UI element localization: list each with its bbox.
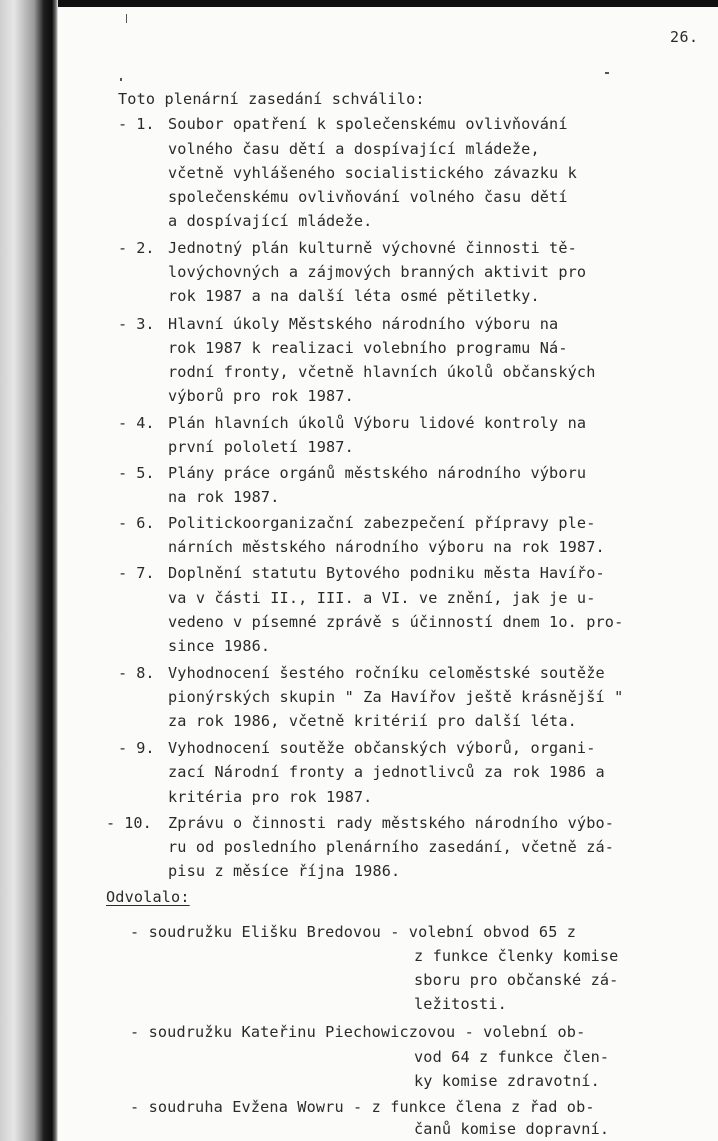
- recall-line: z funkce členky komise: [414, 947, 619, 965]
- item-number: - 10.: [106, 814, 152, 832]
- recall-line: - soudružku Kateřinu Piechowiczovou - volební ob-: [130, 1023, 586, 1041]
- item-text-line: Jednotný plán kulturně výchovné činnosti tě-: [168, 239, 577, 257]
- item-number: - 8.: [118, 664, 155, 682]
- item-text-line: Soubor opatření k společenskému ovlivňování: [168, 115, 568, 133]
- item-text-line: va v části II., III. a VI. ve znění, jak je u-: [168, 589, 596, 607]
- item-text-line: pisu z měsíce října 1986.: [168, 862, 401, 880]
- item-text-line: za rok 1986, včetně kritérií pro další léta.: [168, 712, 577, 730]
- item-number: - 2.: [118, 239, 155, 257]
- item-text-line: a dospívající mládeže.: [168, 212, 373, 230]
- scan-speck: [126, 14, 127, 23]
- recall-line: ležitosti.: [414, 995, 507, 1013]
- item-text-line: lovýchovných a zájmových branných aktivit pro: [168, 263, 587, 281]
- item-text-line: kritéria pro rok 1987.: [168, 788, 373, 806]
- recall-line: ky komise zdravotní.: [414, 1072, 600, 1090]
- item-text-line: společenskému ovlivňování volného času dětí: [168, 188, 568, 206]
- item-text-line: Plány práce orgánů městského národního výboru: [168, 464, 587, 482]
- item-text-line: Hlavní úkoly Městského národního výboru na: [168, 315, 559, 333]
- item-text-line: vedeno v písemné zprávě s účinností dnem 1o. pro-: [168, 613, 624, 631]
- item-text-line: ru od posledního plenárního zasedání, včetně zá-: [168, 838, 615, 856]
- scan-speck: [120, 78, 122, 81]
- scan-speck: [605, 72, 609, 74]
- item-text-line: rodní fronty, včetně hlavních úkolů občanských: [168, 363, 596, 381]
- item-text-line: Politickoorganizační zabezpečení přípravy ple-: [168, 514, 596, 532]
- recall-line: - soudruha Evžena Wowru - z funkce člena z řad ob-: [130, 1098, 595, 1116]
- item-text-line: since 1986.: [168, 637, 271, 655]
- section-heading: Odvolalo:: [106, 888, 190, 906]
- item-number: - 6.: [118, 514, 155, 532]
- item-text-line: první pololetí 1987.: [168, 438, 354, 456]
- recall-line: vod 64 z funkce člen-: [414, 1048, 610, 1066]
- item-text-line: výborů pro rok 1987.: [168, 387, 354, 405]
- item-text-line: volného času dětí a dospívající mládeže,: [168, 140, 540, 158]
- item-number: - 1.: [118, 115, 155, 133]
- item-text-line: rok 1987 a na další léta osmé pětiletky.: [168, 287, 540, 305]
- page-number: 26.: [670, 28, 699, 46]
- item-number: - 7.: [118, 564, 155, 582]
- item-text-line: včetně vyhlášeného socialistického závazku k: [168, 164, 577, 182]
- item-number: - 9.: [118, 739, 155, 757]
- item-text-line: Plán hlavních úkolů Výboru lidové kontroly na: [168, 414, 587, 432]
- item-text-line: rok 1987 k realizaci volebního programu Ná-: [168, 339, 568, 357]
- item-number: - 3.: [118, 315, 155, 333]
- recall-line: sboru pro občanské zá-: [414, 971, 619, 989]
- item-text-line: zací Národní fronty a jednotlivců za rok 1986 a: [168, 763, 605, 781]
- item-text-line: na rok 1987.: [168, 488, 280, 506]
- recall-line: - soudružku Elišku Bredovou - volební obvod 65 z: [130, 923, 577, 941]
- intro-line: Toto plenární zasedání schválilo:: [118, 90, 425, 108]
- item-text-line: pionýrských skupin " Za Havířov ještě krásnější ": [168, 688, 624, 706]
- item-text-line: Zprávu o činnosti rady městského národního výbo-: [168, 814, 615, 832]
- item-text-line: Vyhodnocení šestého ročníku celoměstské soutěže: [168, 664, 605, 682]
- item-text-line: Vyhodnocení soutěže občanských výborů, organi-: [168, 739, 596, 757]
- item-text-line: nárních městského národního výboru na rok 1987.: [168, 538, 605, 556]
- recall-line: čanů komise dopravní.: [414, 1120, 610, 1138]
- item-number: - 4.: [118, 414, 155, 432]
- item-number: - 5.: [118, 464, 155, 482]
- item-text-line: Doplnění statutu Bytového podniku města Havířo-: [168, 564, 605, 582]
